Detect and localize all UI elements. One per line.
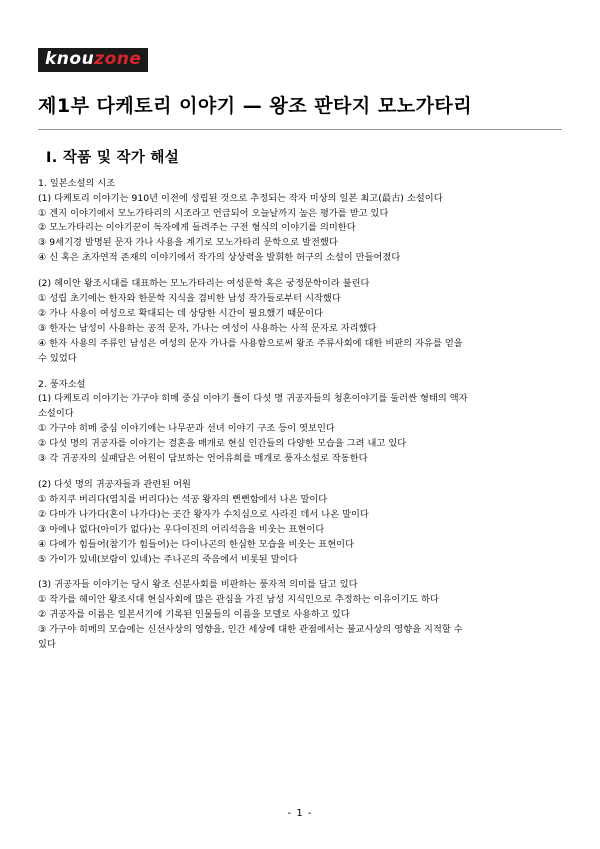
- body-line: 소설이다: [38, 408, 74, 420]
- body-line: 2. 풍자소설: [38, 378, 86, 390]
- logo-text-accent: zone: [94, 49, 142, 69]
- body-line: (2) 헤이안 왕조시대를 대표하는 모노가타리는 여성문학 혹은 궁정문학이라 불린다: [38, 278, 370, 290]
- body-line: ② 모노가타리는 이야기꾼이 독자에게 들려주는 구전 형식의 이야기를 의미한다: [38, 222, 356, 234]
- body-spacer: [38, 467, 562, 478]
- body-spacer: [38, 266, 562, 277]
- body-line: ① 겐지 이야기에서 모노가타리의 시조라고 언급되어 오늘날까지 높은 평가를 받고 있다: [38, 207, 389, 219]
- body-spacer: [38, 367, 562, 378]
- body-line: (1) 다케토리 이야기는 910년 이전에 성립된 것으로 추정되는 작자 미상의 일본 최고(最古) 소설이다: [38, 192, 443, 204]
- page-footer: [0, 808, 600, 819]
- body-line: ⑤ 가이가 있네(보람이 있네)는 주나곤의 죽음에서 비롯된 말이다: [38, 553, 298, 565]
- title-divider: [38, 129, 562, 130]
- body-line: ① 성립 초기에는 한자와 한문학 지식을 겸비한 남성 작가들로부터 시작했다: [38, 293, 341, 305]
- body-line: ① 가구야 히메 중심 이야기에는 나무꾼과 선녀 이야기 구조 등이 엿보인다: [38, 423, 335, 435]
- body-line: (3) 귀공자들 이야기는 당시 왕조 신분사회를 비판하는 풍자적 의미를 담고 있다: [38, 579, 358, 591]
- page-title: 제1부 다케토리 이야기 — 왕조 판타지 모노가타리: [38, 95, 473, 117]
- section-heading: Ⅰ. 작품 및 작가 해설: [46, 149, 180, 166]
- body-line: ② 가나 사용이 여성으로 확대되는 데 상당한 시간이 필요했기 때문이다: [38, 307, 323, 319]
- body-line: ③ 한자는 남성이 사용하는 공적 문자, 가나는 여성이 사용하는 사적 문자로 자리했다: [38, 322, 377, 334]
- body-line: 1. 일본소설의 시조: [38, 177, 116, 189]
- body-line: (2) 다섯 명의 귀공자들과 관련된 어원: [38, 479, 191, 490]
- body-line: ② 다마가 나가다(혼이 나가다)는 곳간 왕자가 수치심으로 사라진 데서 나온 말이다: [38, 508, 369, 520]
- logo-text-primary: knou: [45, 49, 95, 69]
- body-line: ④ 다에가 힘들어(참기가 힘들어)는 다이나곤의 한심한 모습을 비웃는 표현이다: [38, 538, 354, 550]
- body-line: 있다: [38, 639, 56, 651]
- body-line: ③ 가구야 히메의 모습에는 신선사상의 영향을, 인간 세상에 대한 관점에서는 불교사상의 영향을 지적할 수: [38, 624, 463, 636]
- body-line: (1) 다케토리 이야기는 가구야 히메 중심 이야기 틀이 다섯 명 귀공자들의 청혼이야기를 둘러싼 형태의 액자: [38, 393, 468, 405]
- body-spacer: [38, 567, 562, 578]
- body-line: ③ 9세기경 발명된 문자 가나 사용을 계기로 모노가타리 문학으로 발전했다: [38, 237, 338, 249]
- body-line: ③ 아에나 없다(아이가 없다)는 우다이진의 어리석음을 비웃는 표현이다: [38, 523, 325, 535]
- body-line: ④ 한자 사용의 주류인 남성은 여성의 문자 가나를 사용함으로써 왕조 주류사회에 대한 비판의 자유를 얻을: [38, 337, 463, 349]
- logo-badge: [38, 48, 148, 72]
- body-line: 수 있었다: [38, 352, 77, 364]
- body-line: ① 작가를 헤이안 왕조시대 현실사회에 많은 관심을 가진 남성 지식인으로 추정하는 이유이기도 하다: [38, 594, 439, 606]
- body-line: ② 귀공자를 이름은 일본서기에 기록된 인물들의 이름을 모델로 사용하고 있다: [38, 609, 350, 621]
- body-line: ④ 신 혹은 초자연적 존재의 이야기에서 작가의 상상력을 발휘한 허구의 소설이 만들어졌다: [38, 252, 401, 264]
- body-line: ③ 각 귀공자의 실패담은 어원이 담보하는 언어유희를 매개로 풍자소설로 작동한다: [38, 453, 368, 465]
- body-line: ① 하지쿠 버리다(염치를 버리다)는 석공 왕자의 뻔뻔함에서 나온 말이다: [38, 493, 328, 505]
- page-number: - 1 -: [287, 808, 313, 819]
- document-body: [38, 177, 562, 653]
- site-logo: [38, 48, 562, 72]
- body-line: ② 다섯 명의 귀공자를 이야기는 결혼을 매개로 현실 인간들의 다양한 모습을 그려 내고 있다: [38, 438, 407, 450]
